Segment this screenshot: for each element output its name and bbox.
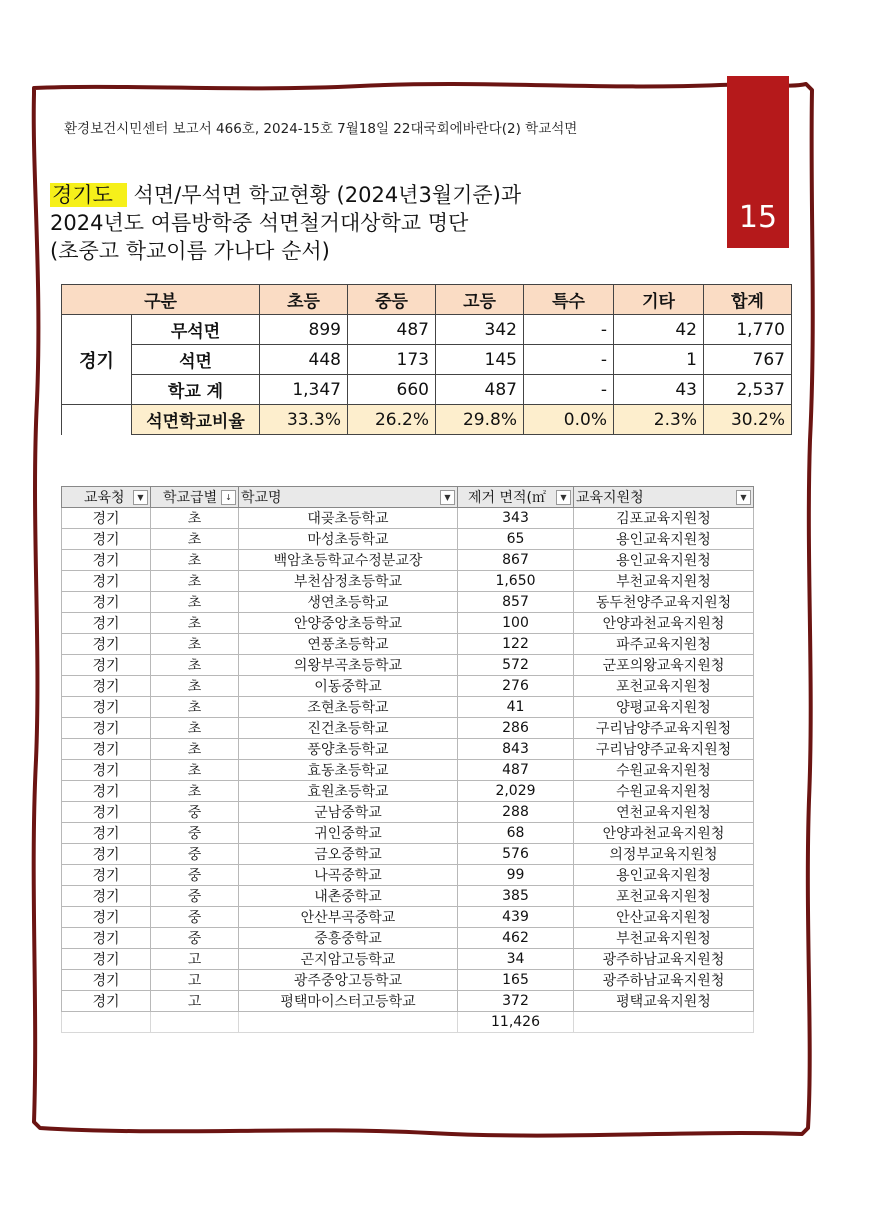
header-area[interactable]	[458, 487, 574, 508]
table-row	[62, 907, 754, 928]
table-row	[62, 949, 754, 970]
summary-cell: 2,537	[704, 375, 792, 405]
table-row	[62, 529, 754, 550]
cell-support-office: 수원교육지원청	[574, 760, 754, 781]
cell-level: 고	[151, 949, 239, 970]
cell-school-name: 광주중앙고등학교	[239, 970, 458, 991]
title-highlight: 경기도	[50, 183, 127, 207]
table-row	[62, 802, 754, 823]
cell-office: 경기	[62, 865, 151, 886]
summary-ratio-row	[62, 405, 792, 435]
summary-cell: 29.8%	[436, 405, 524, 435]
header-label: 학교명	[241, 490, 282, 506]
page-number-badge	[727, 76, 789, 248]
cell-level: 초	[151, 529, 239, 550]
cell-office: 경기	[62, 550, 151, 571]
cell-school-name: 연풍초등학교	[239, 634, 458, 655]
summary-cell: 342	[436, 315, 524, 345]
summary-header: 구분	[62, 285, 260, 315]
cell-office: 경기	[62, 655, 151, 676]
table-row	[62, 823, 754, 844]
summary-header: 합계	[704, 285, 792, 315]
cell-level: 초	[151, 739, 239, 760]
summary-cell: 487	[348, 315, 436, 345]
cell-level: 초	[151, 718, 239, 739]
cell-support-office: 광주하남교육지원청	[574, 970, 754, 991]
cell-school-name: 마성초등학교	[239, 529, 458, 550]
school-list-header-row	[62, 487, 754, 508]
header-support-office[interactable]	[574, 487, 754, 508]
cell-area: 100	[458, 613, 574, 634]
page-number: 15	[738, 200, 778, 235]
cell-school-name: 내촌중학교	[239, 886, 458, 907]
cell-level: 초	[151, 613, 239, 634]
table-row	[62, 697, 754, 718]
summary-header: 기타	[614, 285, 704, 315]
cell-support-office: 광주하남교육지원청	[574, 949, 754, 970]
cell-school-name: 생연초등학교	[239, 592, 458, 613]
summary-header: 특수	[524, 285, 614, 315]
summary-row-label: 학교 계	[132, 375, 260, 405]
cell-level: 중	[151, 886, 239, 907]
cell-office: 경기	[62, 886, 151, 907]
cell-support-office: 양평교육지원청	[574, 697, 754, 718]
table-row	[62, 886, 754, 907]
page-title	[50, 181, 521, 265]
cell-support-office: 안양과천교육지원청	[574, 823, 754, 844]
summary-cell: 33.3%	[260, 405, 348, 435]
cell-school-name: 안양중앙초등학교	[239, 613, 458, 634]
cell-office: 경기	[62, 676, 151, 697]
cell-school-name: 부천삼정초등학교	[239, 571, 458, 592]
summary-cell: 30.2%	[704, 405, 792, 435]
cell-school-name: 백암초등학교수정분교장	[239, 550, 458, 571]
cell-office: 경기	[62, 907, 151, 928]
dropdown-filter-icon[interactable]: ▼	[736, 490, 751, 505]
report-header: 환경보건시민센터 보고서 466호, 2024-15호 7월18일 22대국회에바란다(2) 학교석면	[64, 121, 578, 137]
summary-row	[62, 315, 792, 345]
cell-level: 초	[151, 592, 239, 613]
cell-office: 경기	[62, 613, 151, 634]
cell-area: 385	[458, 886, 574, 907]
cell-area: 288	[458, 802, 574, 823]
header-office[interactable]	[62, 487, 151, 508]
cell-office: 경기	[62, 991, 151, 1012]
cell-support-office: 연천교육지원청	[574, 802, 754, 823]
cell-support-office: 김포교육지원청	[574, 508, 754, 529]
total-blank-cell	[239, 1012, 458, 1033]
header-label: 제거 면적(㎡	[468, 490, 547, 506]
cell-school-name: 나곡중학교	[239, 865, 458, 886]
cell-area: 286	[458, 718, 574, 739]
cell-office: 경기	[62, 697, 151, 718]
title-line2: 2024년도 여름방학중 석면철거대상학교 명단	[50, 211, 469, 235]
cell-school-name: 곤지암고등학교	[239, 949, 458, 970]
cell-support-office: 동두천양주교육지원청	[574, 592, 754, 613]
cell-office: 경기	[62, 571, 151, 592]
cell-area: 439	[458, 907, 574, 928]
cell-support-office: 용인교육지원청	[574, 529, 754, 550]
cell-support-office: 군포의왕교육지원청	[574, 655, 754, 676]
cell-level: 중	[151, 907, 239, 928]
summary-row	[62, 345, 792, 375]
table-row	[62, 676, 754, 697]
cell-support-office: 안산교육지원청	[574, 907, 754, 928]
cell-support-office: 용인교육지원청	[574, 550, 754, 571]
cell-area: 68	[458, 823, 574, 844]
table-row	[62, 613, 754, 634]
summary-blank-cell	[62, 405, 132, 435]
summary-cell: -	[524, 375, 614, 405]
cell-office: 경기	[62, 844, 151, 865]
summary-cell: 767	[704, 345, 792, 375]
cell-area: 122	[458, 634, 574, 655]
cell-support-office: 평택교육지원청	[574, 991, 754, 1012]
cell-area: 843	[458, 739, 574, 760]
cell-area: 165	[458, 970, 574, 991]
cell-level: 초	[151, 697, 239, 718]
cell-office: 경기	[62, 970, 151, 991]
summary-cell: 487	[436, 375, 524, 405]
cell-level: 중	[151, 928, 239, 949]
cell-area: 65	[458, 529, 574, 550]
header-label: 교육지원청	[576, 490, 644, 506]
cell-support-office: 수원교육지원청	[574, 781, 754, 802]
cell-office: 경기	[62, 508, 151, 529]
cell-support-office: 파주교육지원청	[574, 634, 754, 655]
cell-school-name: 군남중학교	[239, 802, 458, 823]
cell-level: 초	[151, 634, 239, 655]
table-row	[62, 550, 754, 571]
cell-area: 276	[458, 676, 574, 697]
cell-school-name: 귀인중학교	[239, 823, 458, 844]
table-row	[62, 718, 754, 739]
cell-area: 487	[458, 760, 574, 781]
header-label: 학교급별	[163, 490, 218, 506]
summary-cell: 1,770	[704, 315, 792, 345]
dropdown-filter-icon[interactable]: ▼	[556, 490, 571, 505]
cell-area: 572	[458, 655, 574, 676]
cell-office: 경기	[62, 718, 151, 739]
cell-support-office: 부천교육지원청	[574, 571, 754, 592]
summary-row-label: 석면학교비율	[132, 405, 260, 435]
cell-office: 경기	[62, 823, 151, 844]
cell-school-name: 중흥중학교	[239, 928, 458, 949]
cell-level: 고	[151, 991, 239, 1012]
summary-cell: 26.2%	[348, 405, 436, 435]
cell-support-office: 구리남양주교육지원청	[574, 718, 754, 739]
cell-support-office: 포천교육지원청	[574, 886, 754, 907]
summary-row	[62, 375, 792, 405]
table-row	[62, 844, 754, 865]
cell-support-office: 포천교육지원청	[574, 676, 754, 697]
title-line1: 석면/무석면 학교현황 (2024년3월기준)과	[133, 183, 522, 207]
school-list-body	[62, 508, 754, 1033]
summary-row-label: 무석면	[132, 315, 260, 345]
cell-school-name: 이동중학교	[239, 676, 458, 697]
cell-area: 1,650	[458, 571, 574, 592]
cell-level: 중	[151, 844, 239, 865]
summary-cell: 145	[436, 345, 524, 375]
summary-cell: 448	[260, 345, 348, 375]
cell-office: 경기	[62, 739, 151, 760]
summary-cell: -	[524, 315, 614, 345]
cell-level: 초	[151, 781, 239, 802]
cell-level: 초	[151, 550, 239, 571]
title-line3: (초중고 학교이름 가나다 순서)	[50, 239, 330, 263]
cell-office: 경기	[62, 529, 151, 550]
cell-school-name: 풍양초등학교	[239, 739, 458, 760]
cell-office: 경기	[62, 928, 151, 949]
summary-cell: 1,347	[260, 375, 348, 405]
cell-area: 34	[458, 949, 574, 970]
summary-cell: 43	[614, 375, 704, 405]
total-row	[62, 1012, 754, 1033]
table-row	[62, 592, 754, 613]
cell-area: 343	[458, 508, 574, 529]
summary-cell: 173	[348, 345, 436, 375]
summary-cell: 42	[614, 315, 704, 345]
summary-header: 초등	[260, 285, 348, 315]
summary-cell: 0.0%	[524, 405, 614, 435]
cell-school-name: 효동초등학교	[239, 760, 458, 781]
table-row	[62, 739, 754, 760]
summary-table	[61, 284, 792, 435]
cell-area: 462	[458, 928, 574, 949]
total-blank-cell	[574, 1012, 754, 1033]
cell-area: 99	[458, 865, 574, 886]
summary-header: 고등	[436, 285, 524, 315]
table-row	[62, 571, 754, 592]
cell-area: 372	[458, 991, 574, 1012]
table-row	[62, 928, 754, 949]
summary-header: 중등	[348, 285, 436, 315]
cell-school-name: 금오중학교	[239, 844, 458, 865]
cell-level: 초	[151, 571, 239, 592]
cell-area: 867	[458, 550, 574, 571]
cell-area: 41	[458, 697, 574, 718]
total-area: 11,426	[458, 1012, 574, 1033]
cell-level: 초	[151, 760, 239, 781]
table-row	[62, 991, 754, 1012]
filter-active-icon[interactable]: ▼	[133, 490, 148, 505]
table-row	[62, 634, 754, 655]
cell-level: 초	[151, 676, 239, 697]
summary-cell: 2.3%	[614, 405, 704, 435]
total-blank-cell	[151, 1012, 239, 1033]
sort-icon[interactable]: ↓	[221, 490, 236, 505]
cell-school-name: 의왕부곡초등학교	[239, 655, 458, 676]
header-level[interactable]	[151, 487, 239, 508]
summary-cell: -	[524, 345, 614, 375]
header-label: 교육청	[84, 490, 125, 506]
cell-office: 경기	[62, 802, 151, 823]
cell-school-name: 조현초등학교	[239, 697, 458, 718]
table-row	[62, 760, 754, 781]
cell-office: 경기	[62, 592, 151, 613]
table-row	[62, 781, 754, 802]
total-blank-cell	[62, 1012, 151, 1033]
dropdown-filter-icon[interactable]: ▼	[440, 490, 455, 505]
cell-office: 경기	[62, 781, 151, 802]
cell-level: 중	[151, 865, 239, 886]
summary-cell: 1	[614, 345, 704, 375]
cell-level: 중	[151, 802, 239, 823]
cell-area: 857	[458, 592, 574, 613]
cell-school-name: 안산부곡중학교	[239, 907, 458, 928]
cell-support-office: 구리남양주교육지원청	[574, 739, 754, 760]
cell-office: 경기	[62, 949, 151, 970]
cell-office: 경기	[62, 760, 151, 781]
cell-support-office: 용인교육지원청	[574, 865, 754, 886]
cell-school-name: 진건초등학교	[239, 718, 458, 739]
cell-school-name: 효원초등학교	[239, 781, 458, 802]
cell-support-office: 부천교육지원청	[574, 928, 754, 949]
header-school-name[interactable]	[239, 487, 458, 508]
cell-area: 576	[458, 844, 574, 865]
summary-region: 경기	[62, 315, 132, 405]
cell-school-name: 평택마이스터고등학교	[239, 991, 458, 1012]
summary-cell: 660	[348, 375, 436, 405]
cell-level: 고	[151, 970, 239, 991]
table-row	[62, 970, 754, 991]
cell-level: 초	[151, 508, 239, 529]
table-row	[62, 508, 754, 529]
summary-row-label: 석면	[132, 345, 260, 375]
cell-school-name: 대곶초등학교	[239, 508, 458, 529]
cell-level: 중	[151, 823, 239, 844]
cell-office: 경기	[62, 634, 151, 655]
school-list-table	[61, 486, 754, 1033]
summary-header-row	[62, 285, 792, 315]
summary-cell: 899	[260, 315, 348, 345]
cell-level: 초	[151, 655, 239, 676]
table-row	[62, 655, 754, 676]
cell-support-office: 의정부교육지원청	[574, 844, 754, 865]
cell-area: 2,029	[458, 781, 574, 802]
cell-support-office: 안양과천교육지원청	[574, 613, 754, 634]
table-row	[62, 865, 754, 886]
